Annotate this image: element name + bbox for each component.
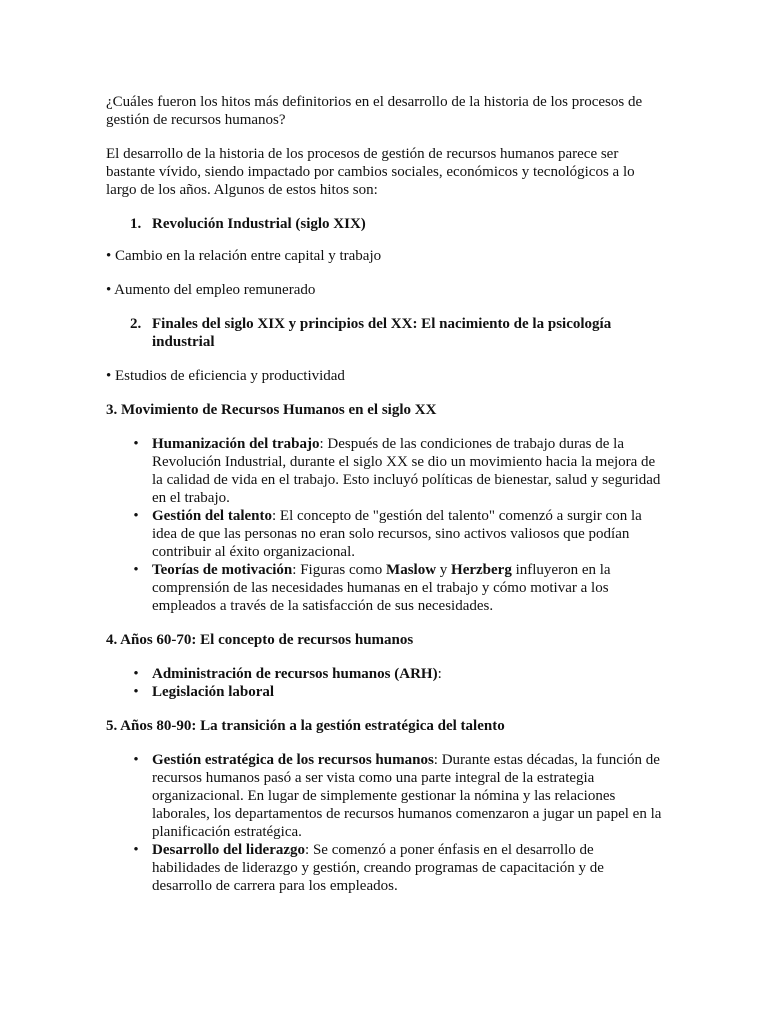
item-text: influyeron en la comprensión de las necesidades humanas en el trabajo y cómo motivar a los empleados a través de la satisfacción de sus necesidades. <box>152 562 611 614</box>
list-item <box>106 435 662 507</box>
bullet-icon: • <box>133 684 139 700</box>
section-2-title: Finales del siglo XIX y principios del XX: El nacimiento de la psicología industrial <box>152 316 612 350</box>
bullet-icon: • <box>133 842 139 858</box>
section-1-point: • Cambio en la relación entre capital y trabajo <box>106 248 382 264</box>
item-text: : Durante estas décadas, la función de recursos humanos pasó a ser vista como una parte integral de la estrategia organizacional. En lugar de simplemente gestionar la nómina y las relaciones laborales, los departamentos de recursos humanos comenzaron a jugar un papel en la planificación estratégica. <box>152 752 662 840</box>
item-text: y <box>436 562 452 578</box>
section-3-heading: 3. Movimiento de Recursos Humanos en el siglo XX <box>106 402 437 418</box>
list-item <box>106 841 662 895</box>
bullet-icon: • <box>133 436 139 452</box>
intro-paragraph: El desarrollo de la historia de los procesos de gestión de recursos humanos parece ser bastante vívido, siendo impactado por cambios sociales, económicos y tecnológicos a lo largo de los años. Algunos de estos hitos son: <box>106 146 635 198</box>
item-term: Administración de recursos humanos (ARH) <box>152 666 438 682</box>
bullet-icon: • <box>133 508 139 524</box>
item-text: : El concepto de "gestión del talento" comenzó a surgir con la idea de que las personas no eran solo recursos, sino activos valiosos que podían contribuir al éxito organizacional. <box>152 508 642 560</box>
item-text: : Después de las condiciones de trabajo duras de la Revolución Industrial, durante el siglo XX se dio un movimiento hacia la mejora de la calidad de vida en el trabajo. Esto incluyó políticas de bienestar, salud y seguridad en el trabajo. <box>152 436 661 506</box>
section-1-title: Revolución Industrial (siglo XIX) <box>152 216 366 232</box>
item-text: : <box>437 666 442 682</box>
item-term: Humanización del trabajo <box>152 436 320 452</box>
item-term: Desarrollo del liderazgo <box>152 842 306 858</box>
item-term: Gestión estratégica de los recursos humanos <box>152 752 434 768</box>
section-3-list <box>106 435 662 615</box>
author-name: Herzberg <box>451 562 512 578</box>
section-2-point: • Estudios de eficiencia y productividad <box>106 368 345 384</box>
list-item <box>106 665 662 683</box>
section-2-heading <box>106 315 662 351</box>
item-term: Teorías de motivación <box>152 562 293 578</box>
section-4-list <box>106 665 662 701</box>
item-text: : Se comenzó a poner énfasis en el desarrollo de habilidades de liderazgo y gestión, creando programas de capacitación y de desarrollo de carrera para los empleados. <box>152 842 604 894</box>
section-5-list <box>106 751 662 895</box>
item-term: Gestión del talento <box>152 508 272 524</box>
section-2-number: 2. <box>130 316 142 332</box>
list-item <box>106 751 662 841</box>
section-4-heading: 4. Años 60-70: El concepto de recursos humanos <box>106 632 414 648</box>
section-5-heading: 5. Años 80-90: La transición a la gestión estratégica del talento <box>106 718 505 734</box>
list-item <box>106 683 662 701</box>
intro-question: ¿Cuáles fueron los hitos más definitorios en el desarrollo de la historia de los procesos de gestión de recursos humanos? <box>106 94 643 128</box>
section-1-point: • Aumento del empleo remunerado <box>106 282 316 298</box>
section-1-heading <box>106 215 662 233</box>
section-1-number: 1. <box>130 216 142 232</box>
item-text: : Figuras como <box>292 562 387 578</box>
list-item <box>106 507 662 561</box>
bullet-icon: • <box>133 666 139 682</box>
item-term: Legislación laboral <box>152 684 275 700</box>
bullet-icon: • <box>133 562 139 578</box>
bullet-icon: • <box>133 752 139 768</box>
list-item <box>106 561 662 615</box>
document-body <box>106 93 662 895</box>
author-name: Maslow <box>386 562 437 578</box>
